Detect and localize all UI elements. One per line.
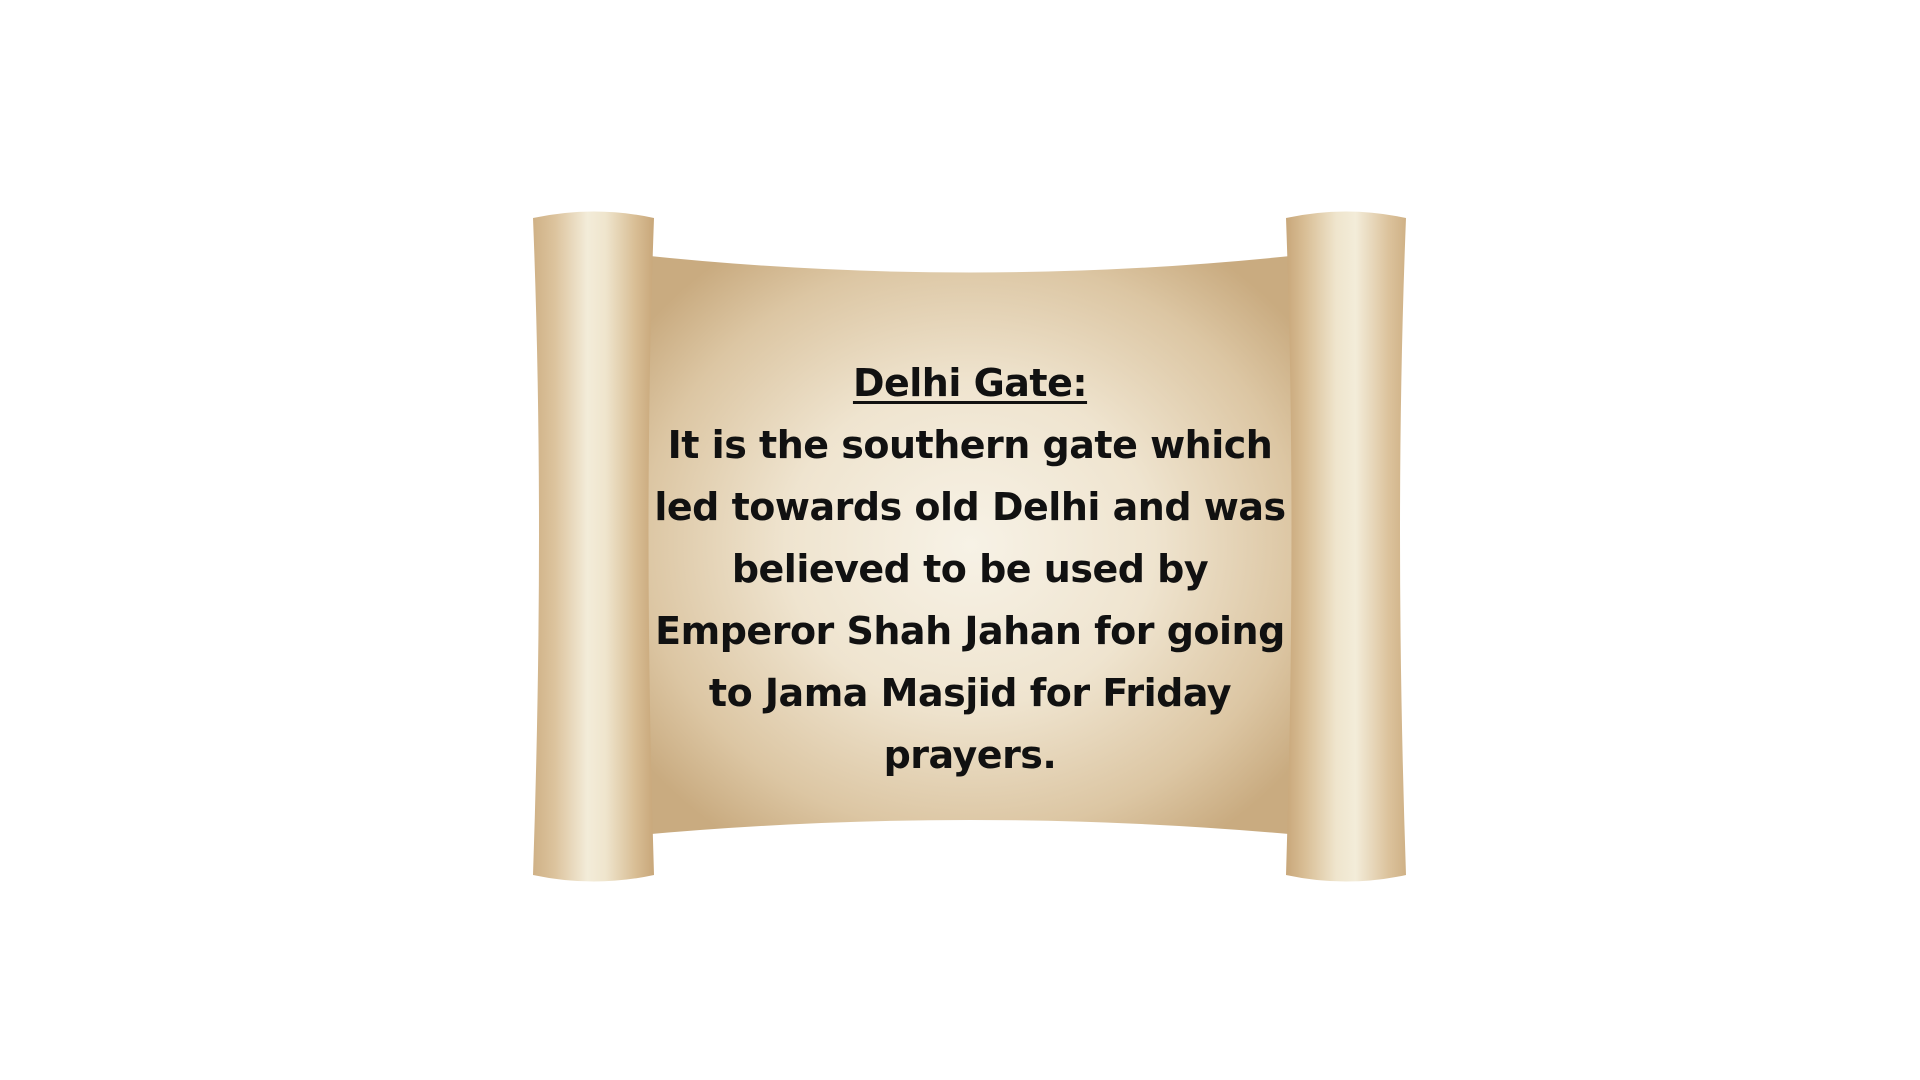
right-roller: [1286, 212, 1406, 882]
scroll-text-block: [645, 352, 1295, 786]
page-title: Delhi Gate:: [852, 361, 1088, 405]
left-roller: [533, 212, 654, 882]
body-text: It is the southern gate which led towards old Delhi and was believed to be used by Emperor Shah Jahan for going to Jama Masjid for Friday prayers.: [654, 423, 1286, 777]
